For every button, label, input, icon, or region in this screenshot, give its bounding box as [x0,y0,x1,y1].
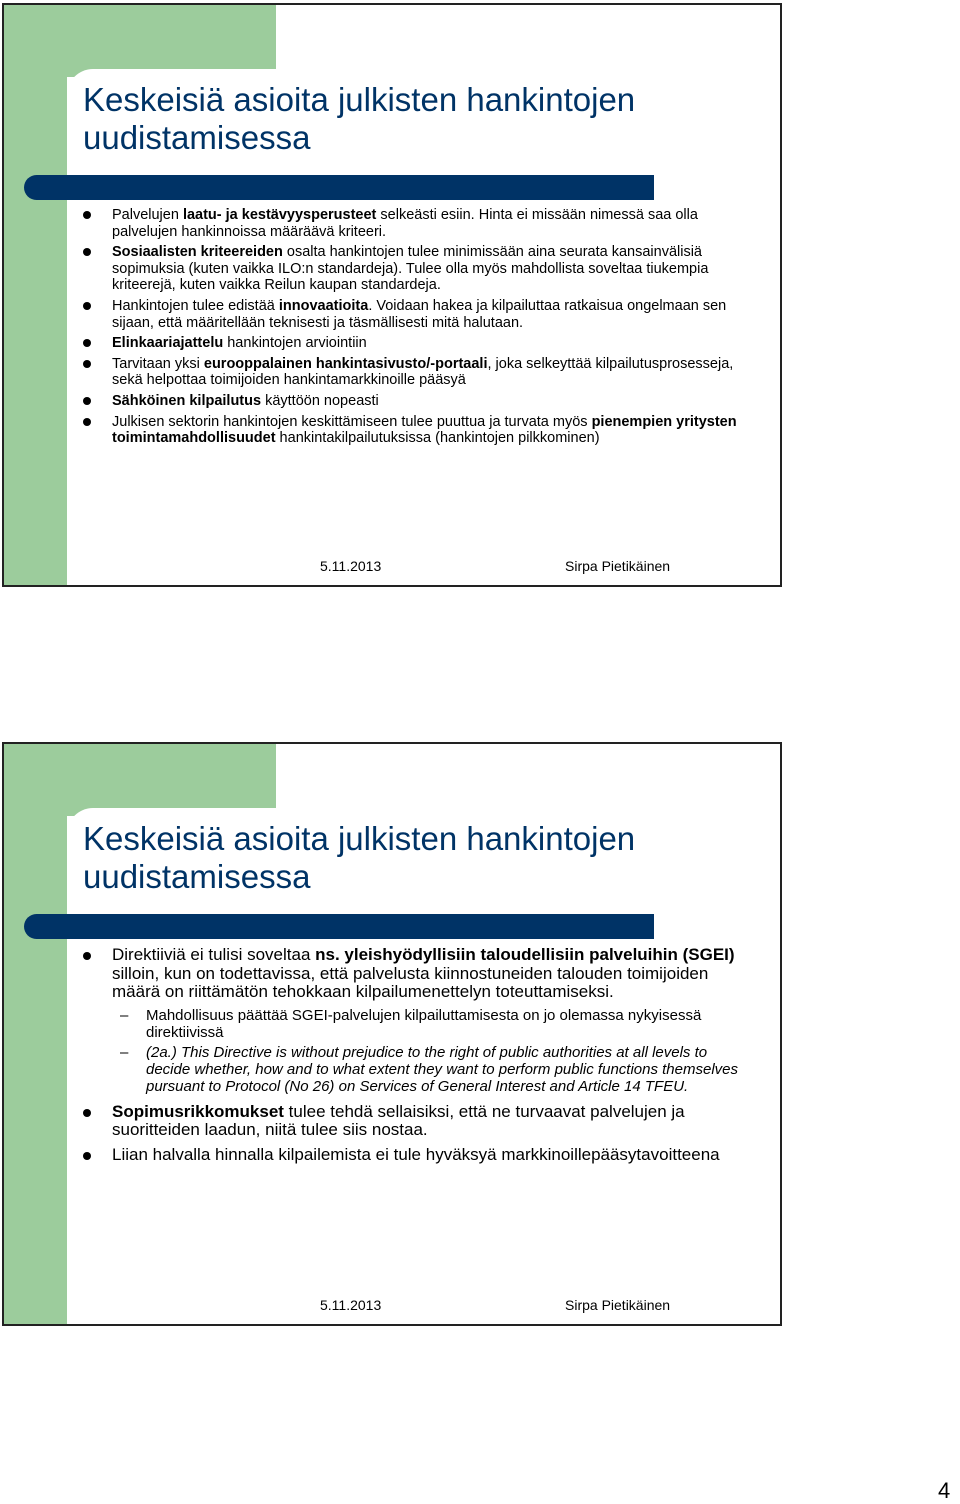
bullet-icon [83,302,91,310]
item-bold-text: Sosiaalisten kriteereiden [112,244,283,261]
slide-title [83,81,763,157]
list-item [83,1146,743,1165]
item-text: Julkisen sektorin hankintojen keskittämiseen tulee puuttua ja turvata myös [112,413,592,430]
list-item [83,393,743,410]
dash-bullet-icon: – [120,1006,129,1024]
title-line: Keskeisiä asioita julkisten hankintojen [83,81,636,118]
item-text: , joka selkeyttää kilpailutusprosesseja, sekä helpottaa toimijoiden hankintamarkkinoille pääsyä [112,355,734,389]
item-bold-text: Sähköinen kilpailutus [112,392,262,409]
list-item [83,1103,743,1140]
slide-1 [2,3,782,587]
bullet-icon [83,339,91,347]
sub-item-text: Mahdollisuus päättää SGEI-palvelujen kilpailuttamisesta on jo olemassa nykyisessä direktiivissä [146,1006,702,1041]
footer-date: 5.11.2013 [320,558,382,574]
item-bold-text: pienempien yritysten toimintamahdollisuudet [112,413,737,447]
item-text: silloin, kun on todettavissa, että palvelusta kiinnostuneiden talouden toimijoiden määrä on riittämätön tehokkaan kilpailumenettelyn toteuttamiseksi. [112,963,709,1002]
footer-date: 5.11.2013 [320,1297,382,1313]
footer-author: Sirpa Pietikäinen [565,1297,671,1313]
bullet-icon [83,418,91,426]
list-item [83,207,743,240]
title-line: uudistamisessa [83,858,311,895]
item-text: Direktiiviä ei tulisi soveltaa [112,945,316,964]
title-divider-bar [24,175,654,200]
item-bold-text: Sopimusrikkomukset [112,1101,284,1121]
bullet-icon [83,211,91,219]
title-line: Keskeisiä asioita julkisten hankintojen [83,820,636,857]
title-divider-bar [24,914,654,939]
green-side-band [4,5,67,585]
list-item [83,335,743,352]
dash-bullet-icon: – [120,1043,129,1061]
list-item [83,298,743,331]
slide-2 [2,742,782,1326]
item-text: Hankintojen tulee edistää [112,297,279,314]
item-text: käyttöön nopeasti [261,392,379,409]
bullet-icon [83,248,91,256]
item-bold-text: eurooppalainen hankintasivusto/-portaali [203,355,488,372]
item-text: osalta hankintojen tulee minimissään aina seurata kansainvälisiä sopimuksia (kuten vaikka ILO:n standardeja). Tulee olla myös mahdollista soveltaa tiukempia kriteerejä, kuten vaikka Reilun kaupan standardeja. [112,244,709,294]
item-text: Liian halvalla hinnalla kilpailemista ei tule hyväksyä markkinoillepääsytavoitteena [112,1144,720,1164]
bullet-icon [83,1152,91,1160]
item-bold-text: ns. yleishyödyllisiin taloudellisiin palveluihin (SGEI) [315,945,735,964]
page-number: 4 [938,1478,951,1503]
item-bold-text: Elinkaariajattelu [112,335,224,352]
green-side-band [4,744,67,1324]
sub-item-text: (2a.) This Directive is without prejudice to the right of public authorities at all levels to decide whether, how and to what extent they want to perform public functions themselves pursuant to Protocol (No 26) on Services of General Interest and Article 14 TFEU. [146,1043,739,1095]
sub-list-item [83,1007,743,1041]
item-text: . Voidaan hakea ja kilpailuttaa ratkaisua ongelmaan sen sijaan, että määritellään teknisesti ja täsmällisesti mitä halutaan. [112,297,727,331]
item-bold-text: laatu- ja kestävyysperusteet [182,207,377,223]
item-text: selkeästi esiin. Hinta ei missään nimessä saa olla palvelujen hankinnoissa määräävä kriteeri. [112,207,698,240]
item-text: tulee tehdä sellaisiksi, että ne turvaavat palvelujen ja suoritteiden laadun, niitä tulee siis nostaa. [112,1101,685,1140]
sub-list-item [83,1044,743,1095]
list-item [83,946,743,1002]
bullet-icon [83,952,91,960]
item-text: hankintojen arviointiin [223,335,367,352]
list-item [83,244,743,294]
item-bold-text: innovaatioita [278,297,369,314]
item-text: hankintakilpailutuksissa (hankintojen pilkkominen) [275,430,600,447]
bullet-icon [83,1109,91,1117]
bullet-icon [83,360,91,368]
slide-title [83,820,763,896]
bullet-list [83,946,743,1171]
footer-author: Sirpa Pietikäinen [565,558,671,574]
list-item [83,414,743,447]
list-item [83,356,743,389]
title-line: uudistamisessa [83,119,311,156]
bullet-icon [83,397,91,405]
item-text: Tarvitaan yksi [112,355,204,372]
bullet-list [83,207,743,451]
item-text: Palvelujen [112,207,183,223]
